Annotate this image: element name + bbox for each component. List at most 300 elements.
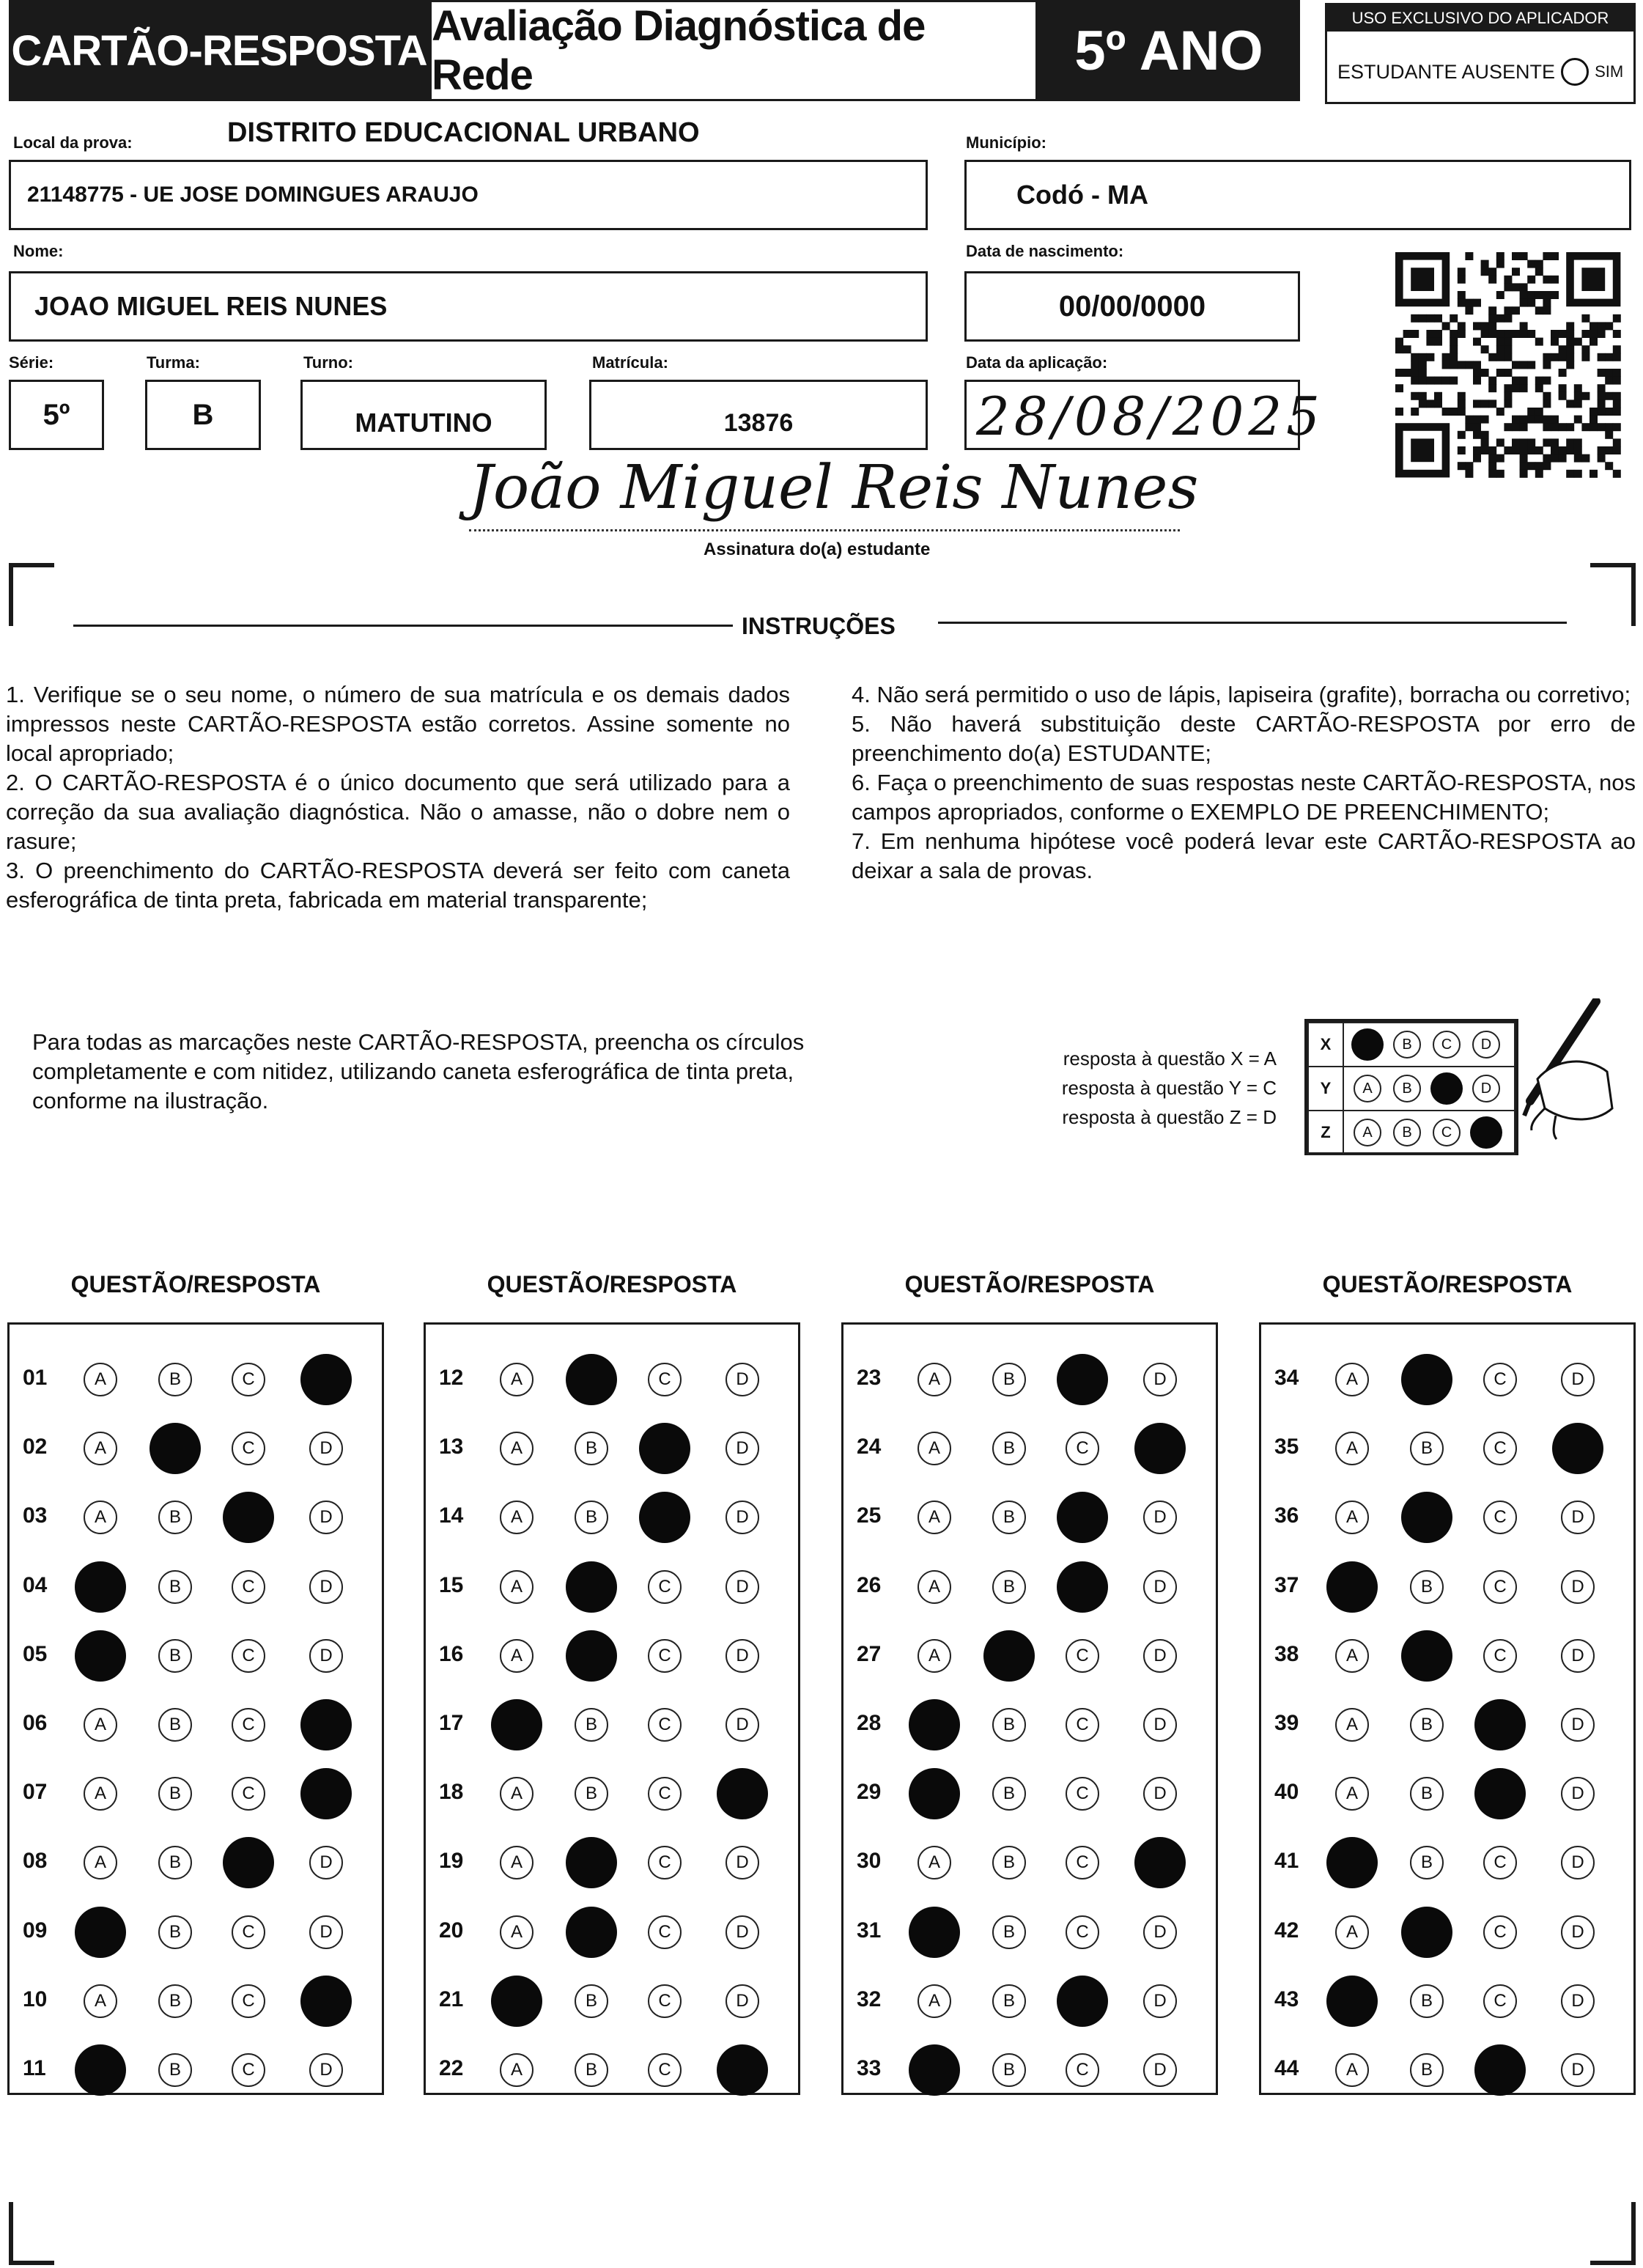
question-number: 10 — [23, 1987, 48, 2011]
bubble-34-a[interactable]: A — [1335, 1363, 1369, 1396]
bubble-24-a[interactable]: A — [918, 1432, 951, 1465]
example-bubble-y-d: D — [1472, 1075, 1500, 1102]
question-number: 09 — [23, 1918, 48, 1943]
bubble-20-d[interactable]: D — [725, 1915, 759, 1949]
bubble-04-c[interactable]: C — [232, 1570, 265, 1604]
school-name: 21148775 - UE JOSE DOMINGUES ARAUJO — [27, 183, 479, 207]
bubble-07-d-filled[interactable] — [300, 1768, 352, 1819]
bubble-36-a[interactable]: A — [1335, 1501, 1369, 1534]
bubble-16-c[interactable]: C — [648, 1639, 682, 1673]
bubble-03-a[interactable]: A — [84, 1501, 117, 1534]
bubble-16-d[interactable]: D — [725, 1639, 759, 1673]
bubble-25-a[interactable]: A — [918, 1501, 951, 1534]
bubble-39-c-filled[interactable] — [1474, 1699, 1526, 1750]
bubble-25-d[interactable]: D — [1143, 1501, 1177, 1534]
turno-label: Turno: — [303, 353, 354, 372]
bubble-38-c[interactable]: C — [1483, 1639, 1517, 1673]
bubble-33-c[interactable]: C — [1066, 2053, 1099, 2087]
example-bubble-z-b: B — [1393, 1119, 1421, 1146]
bubble-28-c[interactable]: C — [1066, 1708, 1099, 1742]
bubble-35-d-filled[interactable] — [1552, 1423, 1603, 1474]
bubble-20-a[interactable]: A — [500, 1915, 533, 1949]
bubble-05-a-filled[interactable] — [75, 1630, 126, 1682]
question-row-21 — [426, 1965, 798, 2034]
bubble-13-d[interactable]: D — [725, 1432, 759, 1465]
bubble-15-a[interactable]: A — [500, 1570, 533, 1604]
bubble-18-d-filled[interactable] — [717, 1768, 768, 1819]
signature-label: Assinatura do(a) estudante — [704, 540, 931, 559]
bubble-19-c[interactable]: C — [648, 1846, 682, 1879]
bubble-27-b-filled[interactable] — [983, 1630, 1035, 1682]
bubble-18-a[interactable]: A — [500, 1777, 533, 1811]
bubble-24-b[interactable]: B — [992, 1432, 1026, 1465]
bubble-17-a-filled[interactable] — [491, 1699, 542, 1750]
bubble-13-b[interactable]: B — [575, 1432, 608, 1465]
bubble-33-d[interactable]: D — [1143, 2053, 1177, 2087]
bubble-31-d[interactable]: D — [1143, 1915, 1177, 1949]
municipio-value: Codó - MA — [1016, 180, 1148, 210]
bubble-24-c[interactable]: C — [1066, 1432, 1099, 1465]
instruction-2: 2. O CARTÃO-RESPOSTA é o único documento que será utilizado para a correção da sua avaliação diagnóstica. Não o amasse, não o dobre nem o rasure; — [6, 770, 790, 854]
instructions-left — [6, 680, 790, 915]
bubble-03-c-filled[interactable] — [223, 1492, 274, 1543]
question-number: 43 — [1274, 1987, 1299, 2011]
turma-field — [145, 380, 261, 450]
question-number: 36 — [1274, 1503, 1299, 1528]
bubble-31-b[interactable]: B — [992, 1915, 1026, 1949]
bubble-21-b[interactable]: B — [575, 1984, 608, 2018]
instruction-4: 4. Não será permitido o uso de lápis, lapiseira (grafite), borracha ou corretivo; — [852, 682, 1631, 707]
question-row-20 — [426, 1896, 798, 1965]
bubble-23-c-filled[interactable] — [1057, 1354, 1108, 1405]
bubble-31-a-filled[interactable] — [909, 1907, 960, 1958]
bubble-36-b-filled[interactable] — [1401, 1492, 1452, 1543]
question-row-35 — [1261, 1413, 1633, 1481]
qr-code — [1395, 252, 1631, 479]
matricula-field — [589, 380, 928, 450]
bubble-30-d-filled[interactable] — [1134, 1837, 1186, 1888]
question-number: 39 — [1274, 1711, 1299, 1735]
bubble-43-c[interactable]: C — [1483, 1984, 1517, 2018]
question-number: 31 — [857, 1918, 882, 1943]
bubble-27-c[interactable]: C — [1066, 1639, 1099, 1673]
bubble-23-b[interactable]: B — [992, 1363, 1026, 1396]
bubble-40-b[interactable]: B — [1410, 1777, 1444, 1811]
example-bubble-x-c: C — [1433, 1031, 1461, 1058]
question-number: 37 — [1274, 1572, 1299, 1597]
bubble-43-a-filled[interactable] — [1326, 1976, 1378, 2027]
bubble-26-b[interactable]: B — [992, 1570, 1026, 1604]
bubble-30-c[interactable]: C — [1066, 1846, 1099, 1879]
answer-column-1 — [7, 1322, 384, 2095]
bubble-22-a[interactable]: A — [500, 2053, 533, 2087]
bubble-40-d[interactable]: D — [1561, 1777, 1595, 1811]
local-label: Local da prova: — [13, 133, 133, 152]
pen-hand-illustration-icon — [1486, 998, 1618, 1167]
question-number: 21 — [439, 1987, 464, 2011]
municipio-label: Município: — [966, 133, 1046, 152]
bubble-37-d[interactable]: D — [1561, 1570, 1595, 1604]
question-row-33 — [843, 2034, 1216, 2103]
bubble-19-a[interactable]: A — [500, 1846, 533, 1879]
bubble-02-d[interactable]: D — [309, 1432, 343, 1465]
instruction-1: 1. Verifique se o seu nome, o número de sua matrícula e os demais dados impressos neste CARTÃO-RESPOSTA estão corretos. Assine somente no local apropriado; — [6, 682, 790, 766]
bubble-16-b-filled[interactable] — [566, 1630, 617, 1682]
question-number: 18 — [439, 1780, 464, 1805]
turno-field — [300, 380, 547, 450]
bubble-25-b[interactable]: B — [992, 1501, 1026, 1534]
bubble-32-c-filled[interactable] — [1057, 1976, 1108, 2027]
bubble-42-b-filled[interactable] — [1401, 1907, 1452, 1958]
question-number: 12 — [439, 1366, 464, 1390]
bubble-10-c[interactable]: C — [232, 1984, 265, 2018]
bubble-01-a[interactable]: A — [84, 1363, 117, 1396]
bubble-34-b-filled[interactable] — [1401, 1354, 1452, 1405]
question-number: 16 — [439, 1641, 464, 1666]
bubble-11-c[interactable]: C — [232, 2053, 265, 2087]
bubble-33-b[interactable]: B — [992, 2053, 1026, 2087]
bubble-31-c[interactable]: C — [1066, 1915, 1099, 1949]
bubble-24-d-filled[interactable] — [1134, 1423, 1186, 1474]
grade-badge: 5º ANO — [1038, 0, 1300, 101]
bubble-08-d[interactable]: D — [309, 1846, 343, 1879]
bubble-11-d[interactable]: D — [309, 2053, 343, 2087]
signature-line — [469, 529, 1180, 531]
bubble-37-b[interactable]: B — [1410, 1570, 1444, 1604]
instructions-title: INSTRUÇÕES — [742, 613, 896, 639]
bubble-11-a-filled[interactable] — [75, 2044, 126, 2096]
serie-label: Série: — [9, 353, 54, 372]
bubble-19-b-filled[interactable] — [566, 1837, 617, 1888]
question-number: 04 — [23, 1572, 48, 1597]
question-row-19 — [426, 1827, 798, 1896]
bubble-35-b[interactable]: B — [1410, 1432, 1444, 1465]
bubble-26-a[interactable]: A — [918, 1570, 951, 1604]
bubble-17-d[interactable]: D — [725, 1708, 759, 1742]
question-number: 20 — [439, 1918, 464, 1943]
bubble-14-b[interactable]: B — [575, 1501, 608, 1534]
fill-note: Para todas as marcações neste CARTÃO-RESPOSTA, preencha os círculos completamente e com nitidez, utilizando caneta esferográfica de tinta preta, conforme na ilustração. — [32, 1029, 805, 1113]
bubble-43-b[interactable]: B — [1410, 1984, 1444, 2018]
bubble-06-a[interactable]: A — [84, 1708, 117, 1742]
example-row-label: Y — [1307, 1066, 1344, 1111]
bubble-32-a[interactable]: A — [918, 1984, 951, 2018]
question-row-43 — [1261, 1965, 1633, 2034]
bubble-30-b[interactable]: B — [992, 1846, 1026, 1879]
bubble-41-c[interactable]: C — [1483, 1846, 1517, 1879]
bubble-09-b[interactable]: B — [158, 1915, 192, 1949]
bubble-10-b[interactable]: B — [158, 1984, 192, 2018]
question-number: 05 — [23, 1641, 48, 1666]
bubble-22-d-filled[interactable] — [717, 2044, 768, 2096]
question-row-11 — [10, 2034, 382, 2103]
bubble-44-b[interactable]: B — [1410, 2053, 1444, 2087]
bubble-14-a[interactable]: A — [500, 1501, 533, 1534]
bubble-32-b[interactable]: B — [992, 1984, 1026, 2018]
bubble-06-c[interactable]: C — [232, 1708, 265, 1742]
bubble-35-c[interactable]: C — [1483, 1432, 1517, 1465]
question-row-39 — [1261, 1689, 1633, 1758]
bubble-03-b[interactable]: B — [158, 1501, 192, 1534]
bubble-41-a-filled[interactable] — [1326, 1837, 1378, 1888]
column-header-1: QUESTÃO/RESPOSTA — [70, 1271, 321, 1297]
question-number: 17 — [439, 1711, 464, 1735]
bubble-10-d-filled[interactable] — [300, 1976, 352, 2027]
absent-checkbox[interactable] — [1561, 58, 1589, 86]
bubble-15-b-filled[interactable] — [566, 1561, 617, 1613]
bubble-33-a-filled[interactable] — [909, 2044, 960, 2096]
bubble-28-b[interactable]: B — [992, 1708, 1026, 1742]
bubble-36-c[interactable]: C — [1483, 1501, 1517, 1534]
bubble-17-b[interactable]: B — [575, 1708, 608, 1742]
bubble-09-c[interactable]: C — [232, 1915, 265, 1949]
question-number: 42 — [1274, 1918, 1299, 1943]
bubble-29-b[interactable]: B — [992, 1777, 1026, 1811]
question-row-40 — [1261, 1758, 1633, 1827]
bubble-26-d[interactable]: D — [1143, 1570, 1177, 1604]
example-line-z: resposta à questão Z = D — [1062, 1106, 1277, 1128]
bubble-27-a[interactable]: A — [918, 1639, 951, 1673]
nascimento-value: 00/00/0000 — [1058, 290, 1206, 323]
bubble-05-d[interactable]: D — [309, 1639, 343, 1673]
local-district: DISTRITO EDUCACIONAL URBANO — [227, 117, 700, 148]
bubble-40-a[interactable]: A — [1335, 1777, 1369, 1811]
question-number: 06 — [23, 1711, 48, 1735]
bubble-28-d[interactable]: D — [1143, 1708, 1177, 1742]
bubble-02-a[interactable]: A — [84, 1432, 117, 1465]
bubble-02-b-filled[interactable] — [149, 1423, 201, 1474]
question-number: 23 — [857, 1366, 882, 1390]
bubble-12-a[interactable]: A — [500, 1363, 533, 1396]
bubble-09-d[interactable]: D — [309, 1915, 343, 1949]
corner-mark-top-right — [1590, 563, 1636, 626]
bubble-43-d[interactable]: D — [1561, 1984, 1595, 2018]
bubble-07-c[interactable]: C — [232, 1777, 265, 1811]
bubble-06-d-filled[interactable] — [300, 1699, 352, 1750]
bubble-27-d[interactable]: D — [1143, 1639, 1177, 1673]
bubble-22-c[interactable]: C — [648, 2053, 682, 2087]
example-legend — [1035, 1044, 1277, 1132]
instruction-7: 7. Em nenhuma hipótese você poderá levar este CARTÃO-RESPOSTA ao deixar a sala de provas. — [852, 828, 1636, 883]
bubble-41-d[interactable]: D — [1561, 1846, 1595, 1879]
question-row-13 — [426, 1413, 798, 1481]
question-row-06 — [10, 1689, 382, 1758]
bubble-42-d[interactable]: D — [1561, 1915, 1595, 1949]
bubble-01-c[interactable]: C — [232, 1363, 265, 1396]
matricula-value: 13876 — [723, 408, 794, 437]
bubble-03-d[interactable]: D — [309, 1501, 343, 1534]
example-bubble-y-a: A — [1354, 1075, 1381, 1102]
bubble-01-d-filled[interactable] — [300, 1354, 352, 1405]
corner-mark-bottom-right — [1590, 2202, 1636, 2265]
applicator-box — [1325, 3, 1636, 104]
example-row-label: X — [1307, 1022, 1344, 1067]
question-number: 13 — [439, 1435, 464, 1459]
school-field — [9, 160, 928, 230]
question-number: 35 — [1274, 1435, 1299, 1459]
question-row-41 — [1261, 1827, 1633, 1896]
bubble-04-d[interactable]: D — [309, 1570, 343, 1604]
bubble-30-a[interactable]: A — [918, 1846, 951, 1879]
bubble-39-d[interactable]: D — [1561, 1708, 1595, 1742]
serie-field — [9, 380, 104, 450]
bubble-15-c[interactable]: C — [648, 1570, 682, 1604]
question-row-36 — [1261, 1481, 1633, 1550]
question-number: 32 — [857, 1987, 882, 2011]
bubble-21-c[interactable]: C — [648, 1984, 682, 2018]
question-row-16 — [426, 1620, 798, 1689]
example-row-label: Z — [1307, 1110, 1344, 1155]
bubble-12-d[interactable]: D — [725, 1363, 759, 1396]
bubble-44-a[interactable]: A — [1335, 2053, 1369, 2087]
bubble-35-a[interactable]: A — [1335, 1432, 1369, 1465]
question-number: 40 — [1274, 1780, 1299, 1805]
bubble-14-c-filled[interactable] — [639, 1492, 690, 1543]
bubble-01-b[interactable]: B — [158, 1363, 192, 1396]
bubble-32-d[interactable]: D — [1143, 1984, 1177, 2018]
column-header-2: QUESTÃO/RESPOSTA — [487, 1271, 737, 1297]
question-row-44 — [1261, 2034, 1633, 2103]
aplicacao-handwritten: 28/08/2025 — [976, 386, 1324, 447]
bubble-08-a[interactable]: A — [84, 1846, 117, 1879]
question-number: 14 — [439, 1503, 464, 1528]
question-row-24 — [843, 1413, 1216, 1481]
corner-mark-top-left — [9, 563, 54, 626]
bubble-02-c[interactable]: C — [232, 1432, 265, 1465]
bubble-11-b[interactable]: B — [158, 2053, 192, 2087]
bubble-12-c[interactable]: C — [648, 1363, 682, 1396]
bubble-42-a[interactable]: A — [1335, 1915, 1369, 1949]
question-number: 11 — [23, 2056, 46, 2080]
example-line-y: resposta à questão Y = C — [1061, 1077, 1277, 1099]
question-row-14 — [426, 1481, 798, 1550]
bubble-04-a-filled[interactable] — [75, 1561, 126, 1613]
bubble-40-c-filled[interactable] — [1474, 1768, 1526, 1819]
question-row-07 — [10, 1758, 382, 1827]
bubble-10-a[interactable]: A — [84, 1984, 117, 2018]
nome-label: Nome: — [13, 242, 64, 260]
bubble-21-d[interactable]: D — [725, 1984, 759, 2018]
bubble-07-a[interactable]: A — [84, 1777, 117, 1811]
bubble-34-c[interactable]: C — [1483, 1363, 1517, 1396]
question-number: 29 — [857, 1780, 882, 1805]
question-number: 34 — [1274, 1366, 1299, 1390]
bubble-13-c-filled[interactable] — [639, 1423, 690, 1474]
bubble-26-c-filled[interactable] — [1057, 1561, 1108, 1613]
evaluation-title: Avaliação Diagnóstica de Rede — [429, 0, 1038, 101]
example-bubble-z-a: A — [1354, 1119, 1381, 1146]
turno-value: MATUTINO — [355, 408, 492, 438]
bubble-17-c[interactable]: C — [648, 1708, 682, 1742]
bubble-25-c-filled[interactable] — [1057, 1492, 1108, 1543]
applicator-label: USO EXCLUSIVO DO APLICADOR — [1327, 5, 1633, 32]
bubble-07-b[interactable]: B — [158, 1777, 192, 1811]
bubble-37-c[interactable]: C — [1483, 1570, 1517, 1604]
bubble-21-a-filled[interactable] — [491, 1976, 542, 2027]
bubble-42-c[interactable]: C — [1483, 1915, 1517, 1949]
bubble-39-b[interactable]: B — [1410, 1708, 1444, 1742]
question-row-34 — [1261, 1344, 1633, 1413]
bubble-39-a[interactable]: A — [1335, 1708, 1369, 1742]
aplicacao-label: Data da aplicação: — [966, 353, 1108, 372]
question-row-31 — [843, 1896, 1216, 1965]
example-bubble-x-d: D — [1472, 1031, 1500, 1058]
question-row-37 — [1261, 1551, 1633, 1620]
bubble-18-c[interactable]: C — [648, 1777, 682, 1811]
bubble-19-d[interactable]: D — [725, 1846, 759, 1879]
bubble-20-b-filled[interactable] — [566, 1907, 617, 1958]
bubble-15-d[interactable]: D — [725, 1570, 759, 1604]
bubble-44-d[interactable]: D — [1561, 2053, 1595, 2087]
bubble-09-a-filled[interactable] — [75, 1907, 126, 1958]
matricula-label: Matrícula: — [592, 353, 668, 372]
example-bubble-x-a — [1351, 1028, 1384, 1061]
question-row-30 — [843, 1827, 1216, 1896]
bubble-38-d[interactable]: D — [1561, 1639, 1595, 1673]
turma-label: Turma: — [147, 353, 200, 372]
bubble-12-b-filled[interactable] — [566, 1354, 617, 1405]
question-row-05 — [10, 1620, 382, 1689]
bubble-41-b[interactable]: B — [1410, 1846, 1444, 1879]
bubble-22-b[interactable]: B — [575, 2053, 608, 2087]
municipio-field — [964, 160, 1631, 230]
question-number: 38 — [1274, 1641, 1299, 1666]
bubble-44-c-filled[interactable] — [1474, 2044, 1526, 2096]
question-row-10 — [10, 1965, 382, 2034]
question-number: 44 — [1274, 2056, 1299, 2080]
question-row-29 — [843, 1758, 1216, 1827]
bubble-14-d[interactable]: D — [725, 1501, 759, 1534]
example-line-x: resposta à questão X = A — [1063, 1048, 1277, 1069]
instruction-6: 6. Faça o preenchimento de suas respostas neste CARTÃO-RESPOSTA, nos campos apropriados, conforme o EXEMPLO DE PREENCHIMENTO; — [852, 770, 1636, 825]
bubble-36-d[interactable]: D — [1561, 1501, 1595, 1534]
bubble-23-a[interactable]: A — [918, 1363, 951, 1396]
question-number: 08 — [23, 1849, 48, 1874]
question-row-28 — [843, 1689, 1216, 1758]
bubble-29-a-filled[interactable] — [909, 1768, 960, 1819]
bubble-18-b[interactable]: B — [575, 1777, 608, 1811]
question-row-25 — [843, 1481, 1216, 1550]
question-number: 27 — [857, 1641, 882, 1666]
question-row-02 — [10, 1413, 382, 1481]
bubble-29-d[interactable]: D — [1143, 1777, 1177, 1811]
answer-column-4 — [1259, 1322, 1636, 2095]
bubble-04-b[interactable]: B — [158, 1570, 192, 1604]
question-row-26 — [843, 1551, 1216, 1620]
bubble-16-a[interactable]: A — [500, 1639, 533, 1673]
bubble-37-a-filled[interactable] — [1326, 1561, 1378, 1613]
bubble-20-c[interactable]: C — [648, 1915, 682, 1949]
example-bubble-x-b: B — [1393, 1031, 1421, 1058]
bubble-23-d[interactable]: D — [1143, 1363, 1177, 1396]
question-number: 28 — [857, 1711, 882, 1735]
bubble-34-d[interactable]: D — [1561, 1363, 1595, 1396]
bubble-05-b[interactable]: B — [158, 1639, 192, 1673]
bubble-38-a[interactable]: A — [1335, 1639, 1369, 1673]
bubble-29-c[interactable]: C — [1066, 1777, 1099, 1811]
question-row-04 — [10, 1551, 382, 1620]
bubble-06-b[interactable]: B — [158, 1708, 192, 1742]
bubble-08-b[interactable]: B — [158, 1846, 192, 1879]
instruction-5: 5. Não haverá substituição deste CARTÃO-RESPOSTA por erro de preenchimento do(a) ESTUDANTE; — [852, 711, 1636, 766]
bubble-05-c[interactable]: C — [232, 1639, 265, 1673]
bubble-13-a[interactable]: A — [500, 1432, 533, 1465]
bubble-28-a-filled[interactable] — [909, 1699, 960, 1750]
question-number: 07 — [23, 1780, 48, 1805]
bubble-08-c-filled[interactable] — [223, 1837, 274, 1888]
question-number: 30 — [857, 1849, 882, 1874]
bubble-38-b-filled[interactable] — [1401, 1630, 1452, 1682]
